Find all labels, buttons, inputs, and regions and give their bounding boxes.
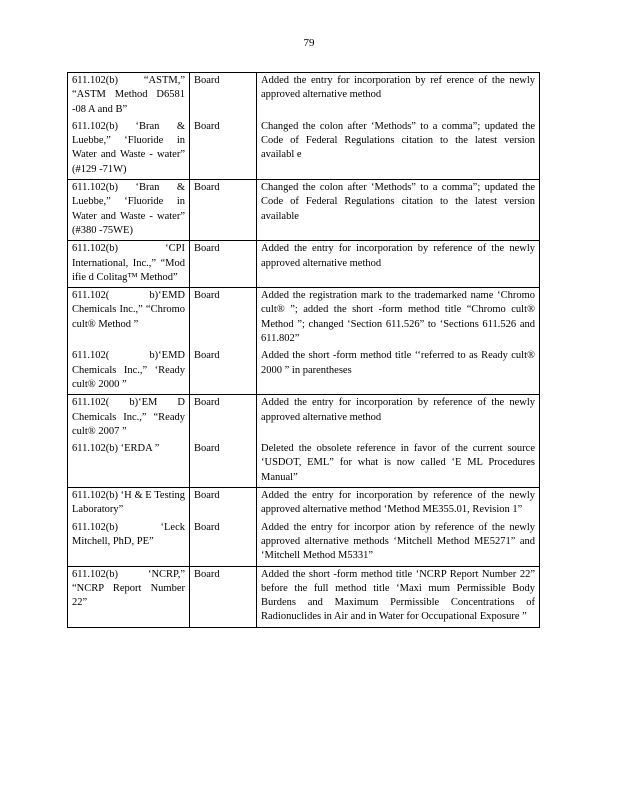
description-cell bbox=[257, 395, 540, 488]
table-row bbox=[68, 73, 540, 180]
section-citation: 611.102(b) ‘Leck Mitchell, PhD, PE” bbox=[72, 521, 185, 547]
section-cell bbox=[68, 288, 190, 395]
table-row bbox=[68, 488, 540, 566]
agency-name: Board bbox=[194, 75, 220, 86]
table-row bbox=[68, 288, 540, 395]
agency-name: Board bbox=[194, 182, 220, 194]
page-number: 79 bbox=[303, 37, 315, 49]
agency-name: Board bbox=[194, 568, 220, 580]
change-description: Added the entry for incorporation by reference of the newly approved alternative method bbox=[261, 243, 535, 269]
change-description: Added the entry for incorporation by reference of the newly approved alternative method bbox=[261, 397, 535, 423]
section-citation: 611.102(b) ‘CPI International, Inc.,” “Mod ifie d Colitag™ Method” bbox=[72, 243, 185, 283]
section-cell bbox=[68, 241, 190, 288]
section-citation: 611.102(b) “ASTM,” “ASTM Method D6581 -08 A and B” bbox=[72, 75, 185, 115]
agency-name: Board bbox=[194, 397, 220, 409]
section-citation: 611.102( b)‘EMD Chemicals Inc.,” “Chromo cult® Method ” bbox=[72, 290, 185, 330]
table-row bbox=[68, 241, 540, 288]
table-row bbox=[68, 180, 540, 241]
table-row bbox=[68, 566, 540, 627]
section-citation: 611.102(b) ‘Bran & Luebbe,” ‘Fluoride in Water and Waste - water” (#380 -75WE) bbox=[72, 182, 185, 236]
change-description: Added the short -form method title ‘‘referred to as Ready cult® 2000 ” in parentheses bbox=[261, 350, 535, 376]
agency-cell bbox=[190, 566, 257, 627]
change-description: Added the short -form method title ‘NCRP Report Number 22” before the full method title ‘Maxi mum Permissible Body Burdens and Maximum Permissible Concentrations of Radionuclides in Air and in Water for Occupational Exposure ” bbox=[261, 568, 535, 623]
agency-name: Board bbox=[194, 443, 220, 455]
change-description: Added the entry for incorpor ation by reference of the newly approved alternative methods ‘Mitchell Method ME5271” and ‘Mitchell Method M5331” bbox=[261, 521, 535, 562]
section-cell bbox=[68, 180, 190, 241]
change-description: Added the entry for incorporation by ref erence of the newly approved alternative method bbox=[261, 75, 535, 101]
agency-name: Board bbox=[194, 350, 220, 362]
section-citation: 611.102(b) ‘Bran & Luebbe,” ‘Fluoride in Water and Waste - water” (#129 -71W) bbox=[72, 120, 185, 175]
section-citation: 611.102(b) ‘NCRP,” “NCRP Report Number 22” bbox=[72, 568, 185, 609]
changes-table bbox=[67, 72, 540, 628]
agency-name: Board bbox=[194, 490, 220, 502]
change-description: Changed the colon after ‘Methods” to a comma”; updated the Code of Federal Regulations citation to the latest version availabl e bbox=[261, 120, 535, 161]
table-row bbox=[68, 395, 540, 488]
section-cell bbox=[68, 566, 190, 627]
description-cell bbox=[257, 73, 540, 180]
section-cell bbox=[68, 73, 190, 180]
section-citation: 611.102( b)‘EMD Chemicals Inc.,” ‘Ready cult® 2000 ” bbox=[72, 350, 185, 390]
description-cell bbox=[257, 241, 540, 288]
section-citation: 611.102(b) ‘H & E Testing Laboratory” bbox=[72, 490, 185, 516]
agency-cell bbox=[190, 73, 257, 180]
change-description: Deleted the obsolete reference in favor of the current source ‘USDOT, EML” for what is now called ‘E ML Procedures Manual” bbox=[261, 443, 535, 483]
agency-cell bbox=[190, 488, 257, 566]
description-cell bbox=[257, 288, 540, 395]
agency-cell bbox=[190, 241, 257, 288]
change-description: Added the entry for incorporation by reference of the newly approved alternative method ‘Method ME355.01, Revision 1” bbox=[261, 490, 535, 516]
agency-name: Board bbox=[194, 243, 220, 255]
agency-name: Board bbox=[194, 120, 220, 132]
change-description: Added the registration mark to the trademarked name ‘Chromo cult® ”; added the short -form method title “Chromo cult® Method ”; changed ‘Section 611.526” to ‘Sections 611.526 and 611.802” bbox=[261, 290, 535, 345]
agency-cell bbox=[190, 180, 257, 241]
section-citation: 611.102( b)‘EM D Chemicals Inc.,” “Ready cult® 2007 ” bbox=[72, 397, 185, 437]
agency-name: Board bbox=[194, 521, 220, 533]
change-description: Changed the colon after ‘Methods” to a comma”; updated the Code of Federal Regulations citation to the latest version available bbox=[261, 182, 535, 222]
agency-cell bbox=[190, 395, 257, 488]
description-cell bbox=[257, 488, 540, 566]
section-cell bbox=[68, 488, 190, 566]
agency-cell bbox=[190, 288, 257, 395]
description-cell bbox=[257, 180, 540, 241]
section-citation: 611.102(b) ‘ERDA ” bbox=[72, 443, 160, 455]
agency-name: Board bbox=[194, 290, 220, 302]
description-cell bbox=[257, 566, 540, 627]
section-cell bbox=[68, 395, 190, 488]
